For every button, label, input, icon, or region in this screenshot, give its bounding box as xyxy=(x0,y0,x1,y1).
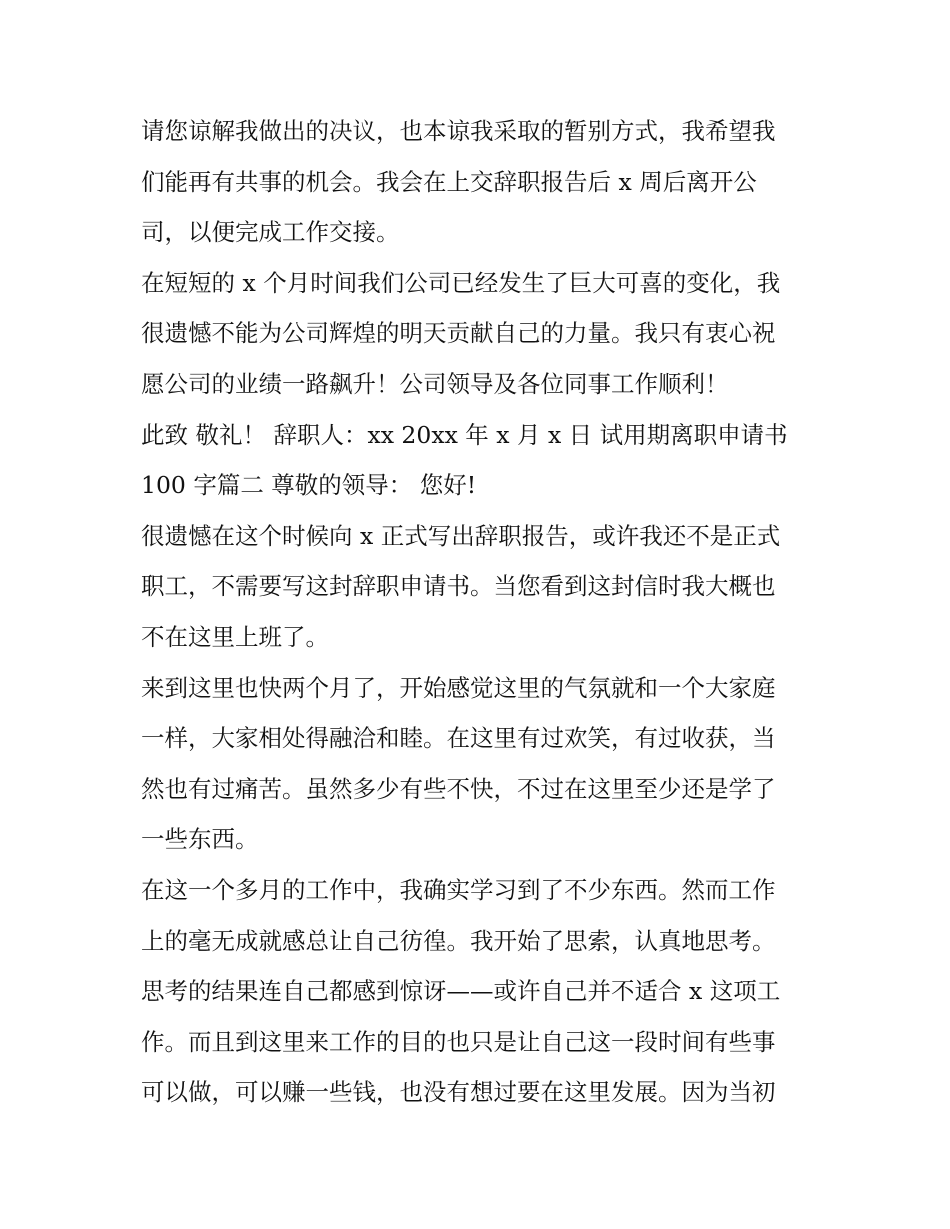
text-line: 不在这里上班了。 xyxy=(141,622,329,651)
text-line: 来到这里也快两个月了，开始感觉这里的气氛就和一个大家庭 xyxy=(141,673,776,702)
text-line: 然也有过痛苦。虽然多少有些不快，不过在这里至少还是学了 xyxy=(141,774,776,803)
text-line: 愿公司的业绩一路飙升！公司领导及各位同事工作顺利！ xyxy=(141,369,729,398)
text-line: 思考的结果连自己都感到惊讶——或许自己并不适合 x 这项工 xyxy=(141,977,781,1006)
document-body xyxy=(141,106,813,1118)
text-line: 作。而且到这里来工作的目的也只是让自己这一段时间有些事 xyxy=(141,1027,776,1056)
text-line: 一样，大家相处得融洽和睦。在这里有过欢笑，有过收获，当 xyxy=(141,724,776,753)
text-line: 司，以便完成工作交接。 xyxy=(141,218,400,247)
text-line: 请您谅解我做出的决议，也本谅我采取的暂别方式，我希望我 xyxy=(141,117,776,145)
text-line: 此致 敬礼！ 辞职人：xx 20xx 年 x 月 x 日 试用期离职申请书 xyxy=(141,420,788,449)
text-line: 100 字篇二 尊敬的领导： 您好! xyxy=(141,471,477,500)
text-line: 很遗憾不能为公司辉煌的明天贡献自己的力量。我只有衷心祝 xyxy=(141,319,776,348)
text-line: 可以做，可以赚一些钱，也没有想过要在这里发展。因为当初 xyxy=(141,1078,776,1107)
text-line: 职工，不需要写这封辞职申请书。当您看到这封信时我大概也 xyxy=(141,572,776,601)
text-line: 上的毫无成就感总让自己彷徨。我开始了思索，认真地思考。 xyxy=(141,926,776,955)
text-line: 在这一个多月的工作中，我确实学习到了不少东西。然而工作 xyxy=(141,875,776,904)
text-line: 在短短的 x 个月时间我们公司已经发生了巨大可喜的变化，我 xyxy=(141,268,781,297)
text-line: 很遗憾在这个时候向 x 正式写出辞职报告，或许我还不是正式 xyxy=(141,521,781,550)
text-line: 们能再有共事的机会。我会在上交辞职报告后 x 周后离开公 xyxy=(141,167,757,196)
text-line: 一些东西。 xyxy=(141,825,259,854)
